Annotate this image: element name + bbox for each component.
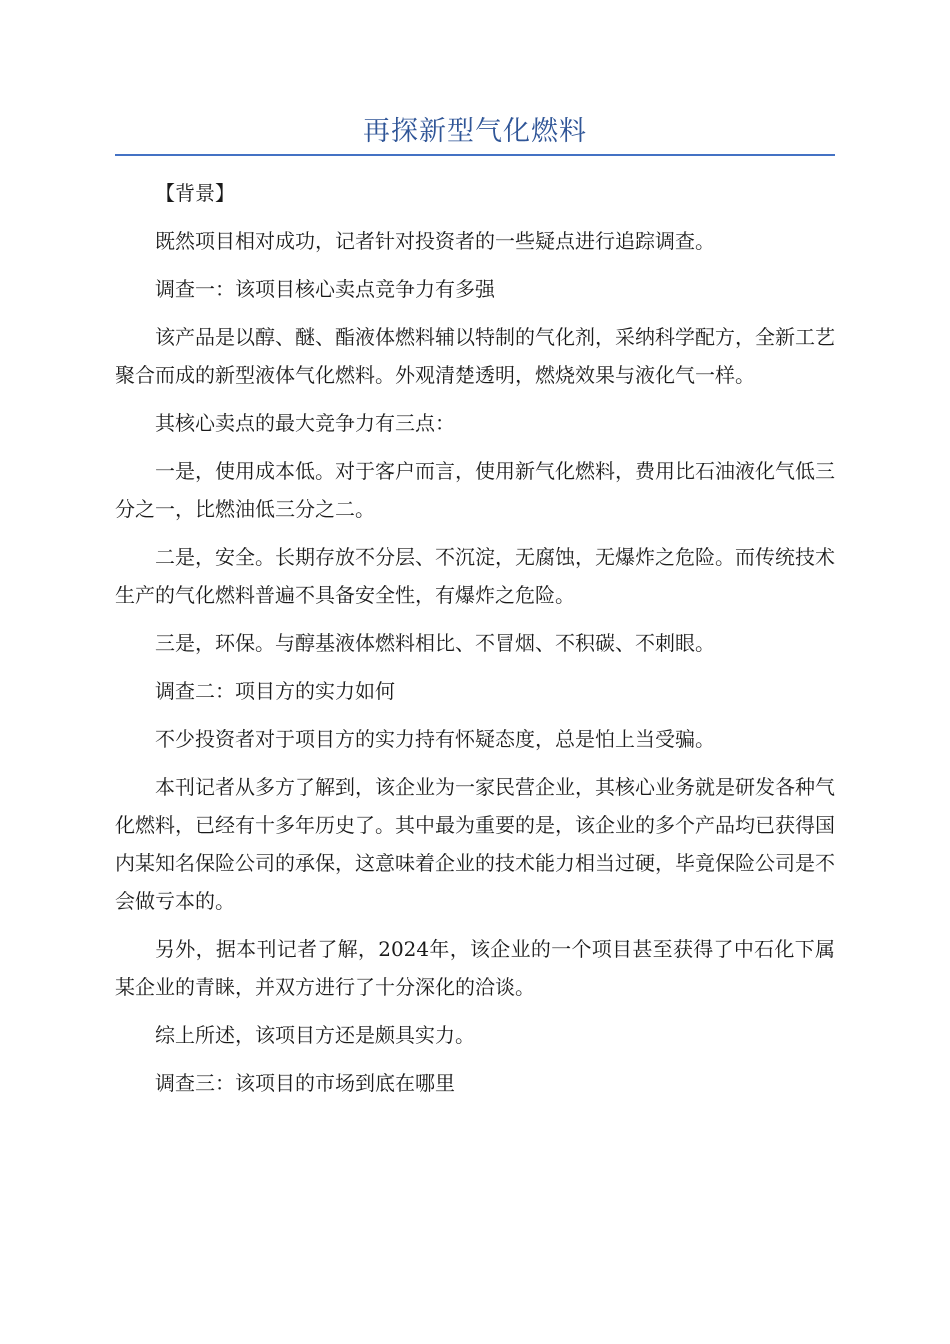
section-heading-investigation-2: 调查二：项目方的实力如何: [155, 679, 395, 703]
paragraph: 一是，使用成本低。对于客户而言，使用新气化燃料，费用比石油液化气低三分之一，比燃油低三分之二。: [115, 459, 835, 521]
document-body: [115, 174, 835, 1112]
paragraph: 三是，环保。与醇基液体燃料相比、不冒烟、不积碳、不刺眼。: [155, 631, 715, 655]
title-underline: [115, 154, 835, 156]
paragraph: 该产品是以醇、醚、酯液体燃料辅以特制的气化剂，采纳科学配方，全新工艺聚合而成的新型液体气化燃料。外观清楚透明，燃烧效果与液化气一样。: [115, 325, 835, 387]
paragraph: 另外，据本刊记者了解，2024年，该企业的一个项目甚至获得了中石化下属某企业的青睐，并双方进行了十分深化的洽谈。: [115, 937, 835, 999]
section-heading-investigation-3: 调查三：该项目的市场到底在哪里: [155, 1071, 455, 1095]
paragraph-background-heading: 【背景】: [155, 181, 235, 205]
paragraph: 既然项目相对成功，记者针对投资者的一些疑点进行追踪调查。: [155, 229, 715, 253]
paragraph: 本刊记者从多方了解到，该企业为一家民营企业，其核心业务就是研发各种气化燃料，已经有十多年历史了。其中最为重要的是，该企业的多个产品均已获得国内某知名保险公司的承保，这意味着企业的技术能力相当过硬，毕竟保险公司是不会做亏本的。: [115, 775, 835, 913]
paragraph: 二是，安全。长期存放不分层、不沉淀，无腐蚀，无爆炸之危险。而传统技术生产的气化燃料普遍不具备安全性，有爆炸之危险。: [115, 545, 835, 607]
document-title: 再探新型气化燃料: [363, 116, 587, 147]
paragraph: 综上所述，该项目方还是颇具实力。: [155, 1023, 475, 1047]
paragraph: 其核心卖点的最大竞争力有三点：: [155, 411, 455, 435]
section-heading-investigation-1: 调查一：该项目核心卖点竞争力有多强: [155, 277, 495, 301]
paragraph: 不少投资者对于项目方的实力持有怀疑态度，总是怕上当受骗。: [155, 727, 715, 751]
